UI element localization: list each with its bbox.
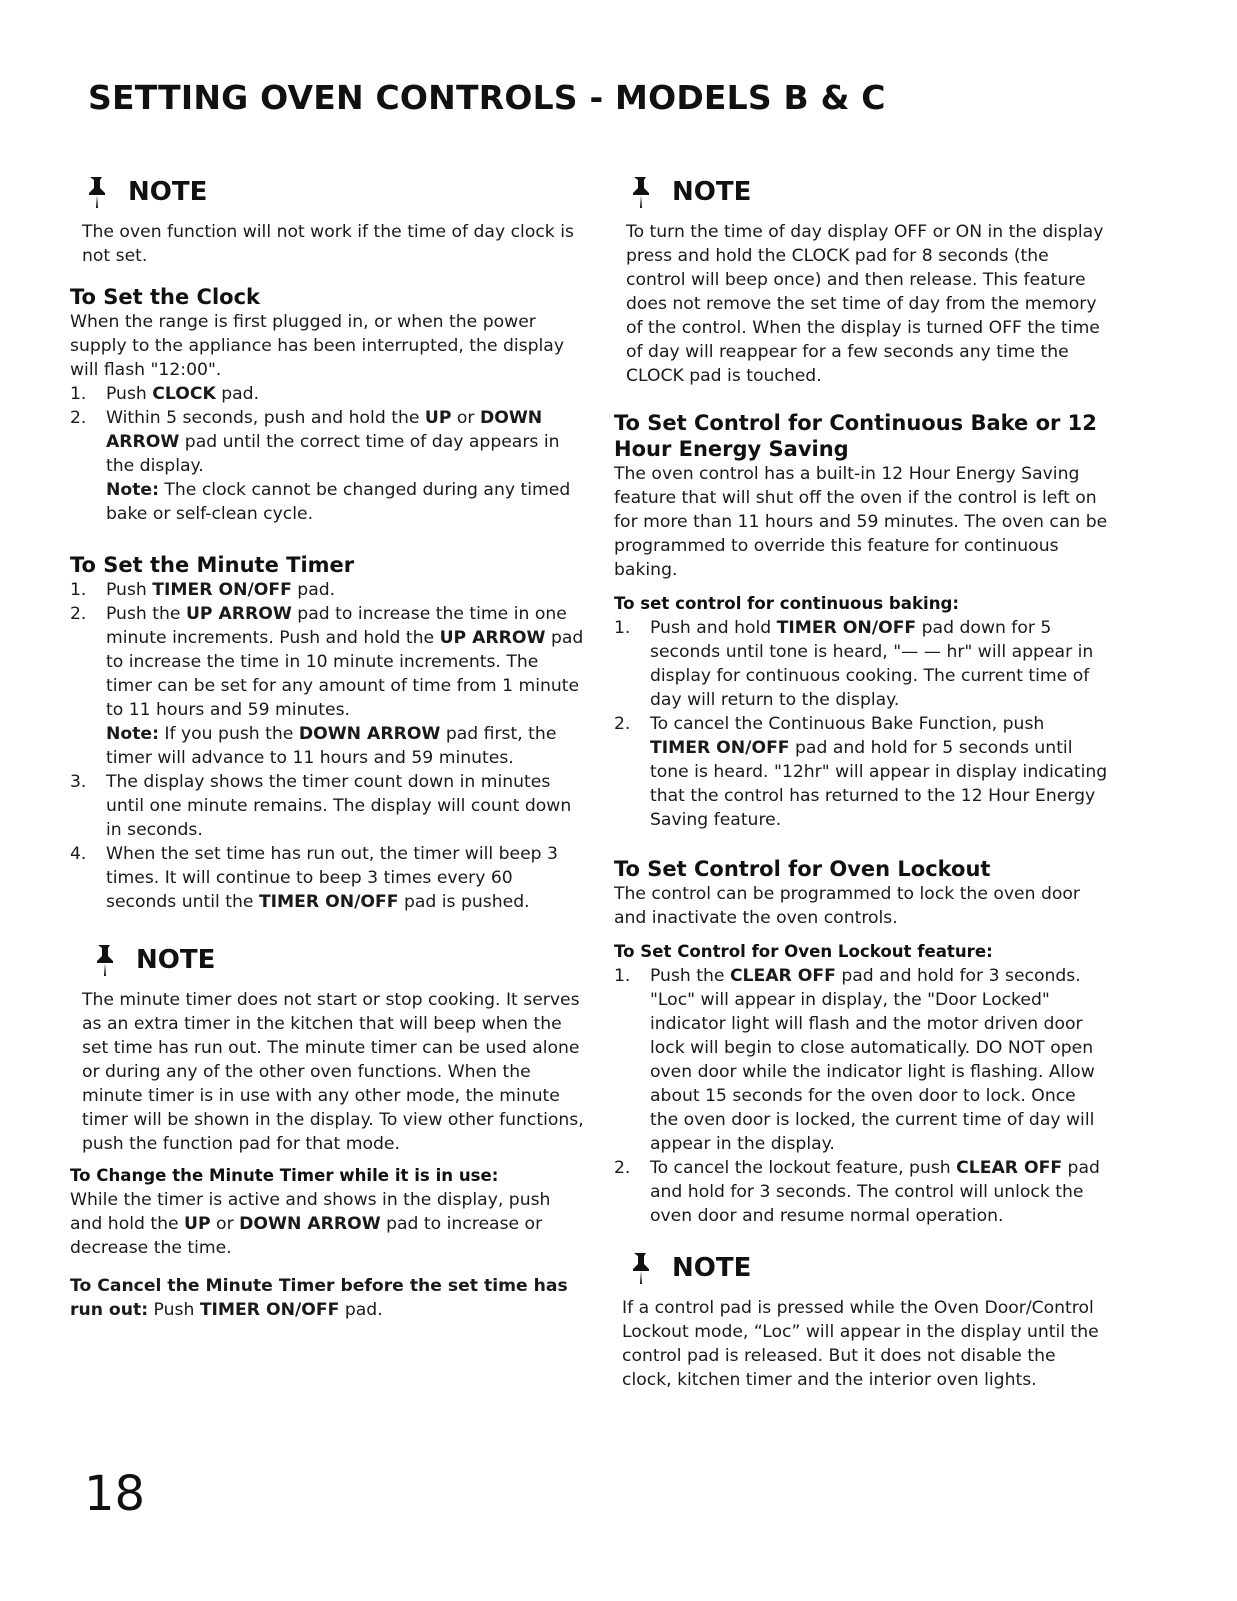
list-item: 2. To cancel the lockout feature, push CLEAR OFF pad and hold for 3 seconds. The control will unlock the oven door and resume normal operation. [614,1158,1100,1226]
set-clock-heading: To Set the Clock [70,285,260,309]
continuous-bake-heading: To Set Control for Continuous Bake or 12 Hour Energy Saving [614,411,1097,461]
page-number: 18 [84,1466,146,1522]
note-heading [92,938,585,982]
note-heading [628,1246,1109,1290]
pushpin-icon [628,175,654,209]
right-column [614,170,1109,1392]
note-heading [84,170,585,214]
note-label: NOTE [128,177,208,207]
oven-lockout-steps [614,964,1109,1228]
set-clock-intro: When the range is first plugged in, or when the power supply to the appliance has been interrupted, the display will flash "12:00". [70,312,565,380]
list-item: 4. When the set time has run out, the timer will beep 3 times. It will continue to beep 3 times every 60 seconds until the TIMER ON/OFF pad is pushed. [70,844,558,912]
note-heading [628,170,1109,214]
cancel-timer-heading: To Cancel the Minute Timer before the set time has run out: [70,1276,568,1320]
continuous-bake-steps [614,616,1109,832]
page-title: SETTING OVEN CONTROLS - MODELS B & C [88,78,886,117]
pushpin-icon [84,175,110,209]
note-text: The oven function will not work if the time of day clock is not set. [82,222,574,266]
set-clock-steps [70,382,585,526]
list-item: 2. Push the UP ARROW pad to increase the time in one minute increments. Push and hold the UP ARROW pad to increase the time in 10 minute increments. The timer can be set for any amount of time from 1 minute to 11 hours and 59 minutes. Note: If you push the DOWN ARROW pad first, the timer will advance to 11 hours and 59 minutes. [70,604,584,768]
list-item: 2. To cancel the Continuous Bake Function, push TIMER ON/OFF pad and hold for 5 seconds until tone is heard. "12hr" will appear in display indicating that the control has returned to the 12 Hour Energy Saving feature. [614,714,1108,830]
change-timer-heading: To Change the Minute Timer while it is in use: [70,1166,499,1185]
pushpin-icon [92,943,118,977]
note-label: NOTE [672,1253,752,1283]
oven-lockout-subheading: To Set Control for Oven Lockout feature: [614,942,993,961]
note-text: To turn the time of day display OFF or ON in the display press and hold the CLOCK pad for 8 seconds (the control will beep once) and then release. This feature does not remove the set time of day from the memory of the control. When the display is turned OFF the time of day will reappear for a few seconds any time the CLOCK pad is touched. [626,222,1104,386]
continuous-bake-intro: The oven control has a built-in 12 Hour Energy Saving feature that will shut off the oven if the control is left on for more than 11 hours and 59 minutes. The oven can be programmed to override this feature for continuous baking. [614,464,1108,580]
pushpin-icon [628,1251,654,1285]
note-text: The minute timer does not start or stop cooking. It serves as an extra timer in the kitchen that will beep when the set time has run out. The minute timer can be used alone or during any of the other oven functions. When the minute timer is in use with any other mode, the minute timer will be shown in the display. To view other functions, push the function pad for that mode. [82,990,584,1154]
oven-lockout-heading: To Set Control for Oven Lockout [614,857,991,881]
list-item: 2. Within 5 seconds, push and hold the UP or DOWN ARROW pad until the correct time of day appears in the display. Note: The clock cannot be changed during any timed bake or self-clean cycle. [70,408,571,524]
cancel-timer-text: To Cancel the Minute Timer before the set time has run out: Push TIMER ON/OFF pad. [70,1276,568,1320]
list-item: 1. Push and hold TIMER ON/OFF pad down for 5 seconds until tone is heard, "— — hr" will appear in display for continuous cooking. The current time of day will return to the display. [614,618,1094,710]
note-text: If a control pad is pressed while the Oven Door/Control Lockout mode, “Loc” will appear in the display until the control pad is released. But it does not disable the clock, kitchen timer and the interior oven lights. [622,1298,1099,1390]
left-column [70,170,585,1322]
list-item: 1. Push CLOCK pad. [70,384,260,404]
list-item: 1. Push the CLEAR OFF pad and hold for 3 seconds. "Loc" will appear in display, the "Door Locked" indicator light will flash and the motor driven door lock will begin to close automatically. DO NOT open oven door while the indicator light is flashing. Allow about 15 seconds for the oven door to lock. Once the oven door is locked, the current time of day will appear in the display. [614,966,1095,1154]
minute-timer-heading: To Set the Minute Timer [70,553,355,577]
continuous-bake-subheading: To set control for continuous baking: [614,594,960,613]
minute-timer-steps [70,578,585,914]
list-item: 1. Push TIMER ON/OFF pad. [70,580,336,600]
change-timer-text: While the timer is active and shows in the display, push and hold the UP or DOWN ARROW pad to increase or decrease the time. [70,1190,551,1258]
oven-lockout-intro: The control can be programmed to lock the oven door and inactivate the oven controls. [614,884,1080,928]
list-item: 3. The display shows the timer count down in minutes until one minute remains. The display will count down in seconds. [70,772,572,840]
note-label: NOTE [136,945,216,975]
note-label: NOTE [672,177,752,207]
